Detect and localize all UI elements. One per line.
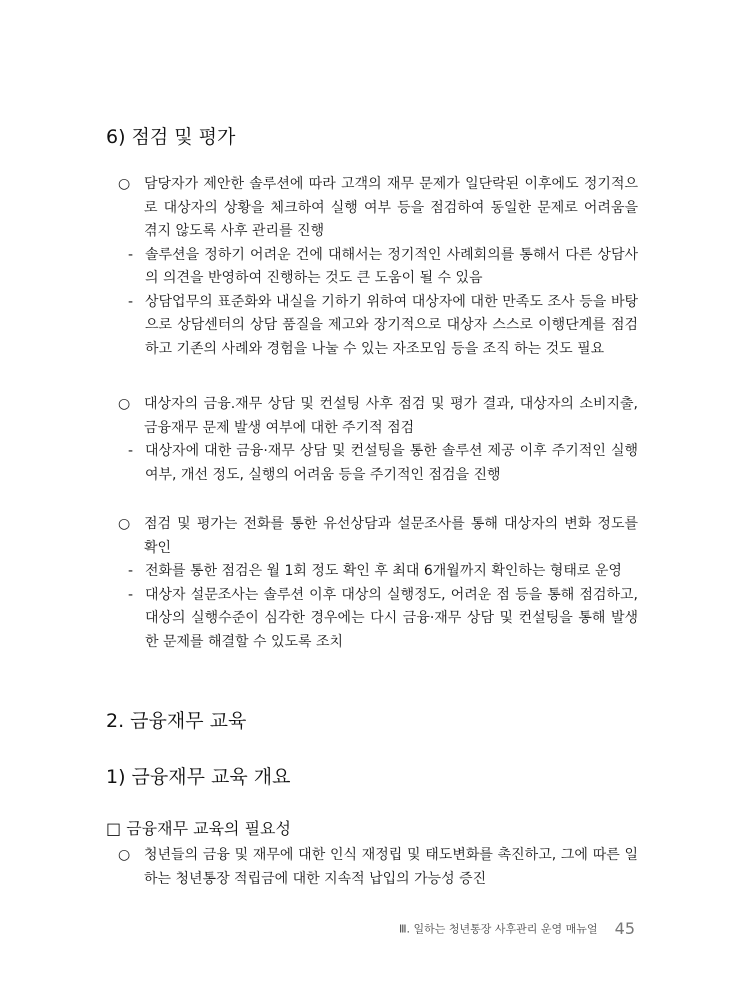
dash-marker: - — [128, 293, 134, 310]
sub-item-text: 상담업무의 표준화와 내실을 기하기 위하여 대상자에 대한 만족도 조사 등을 바탕으로 상담센터의 상담 품질을 제고와 장기적으로 대상자 스스로 이행단계를 점검하고 기존의 사례와 경험을 나눌 수 있는 자조모임 등을 조직 하는 것도 필요 — [145, 293, 638, 357]
sub-item-text: 솔루션을 정하기 어려운 건에 대해서는 정기적인 사례회의를 통해서 다른 상담사의 의견을 반영하여 진행하는 것도 큰 도움이 될 수 있음 — [145, 246, 638, 286]
section-2-item-1 — [118, 844, 638, 891]
sub-item-text: 전화를 통한 점검은 월 1회 정도 확인 후 최대 6개월까지 확인하는 형태로 운영 — [145, 563, 622, 579]
page-footer — [399, 918, 635, 938]
dash-marker: - — [128, 443, 134, 459]
sub-item-text: 대상자에 대한 금융·재무 상담 및 컨설팅을 통한 솔루션 제공 이후 주기적인 실행 여부, 개선 정도, 실행의 어려움 등을 주기적인 점검을 진행 — [145, 443, 638, 483]
section-6-item-2 — [118, 393, 638, 487]
circle-bullet-icon: ○ — [118, 176, 131, 192]
section-2-heading: 2. 금융재무 교육 — [106, 710, 247, 732]
section-2-1-heading: 1) 금융재무 교육 개요 — [106, 766, 291, 788]
item-text: 청년들의 금융 및 재무에 대한 인식 재정립 및 태도변화를 촉진하고, 그에 따른 일하는 청년통장 적립금에 대한 지속적 납입의 가능성 증진 — [144, 847, 638, 887]
dash-marker: - — [128, 563, 134, 579]
item-text: 점검 및 평가는 전화를 통한 유선상담과 설문조사를 통해 대상자의 변화 정도를 확인 — [144, 516, 638, 556]
sub-item-text: 대상자 설문조사는 솔루션 이후 대상의 실행정도, 어려운 점 등을 통해 점검하고, 대상의 실행수준이 심각한 경우에는 다시 금융·재무 상담 및 컨설팅을 통해 발생한 문제를 해결할 수 있도록 조치 — [145, 586, 638, 650]
footer-title: Ⅲ. 일하는 청년통장 사후관리 운영 매뉴얼 — [398, 922, 598, 936]
circle-bullet-icon: ○ — [118, 516, 131, 532]
section-6-item-3 — [118, 513, 638, 654]
circle-bullet-icon: ○ — [118, 847, 131, 863]
item-text: 담당자가 제안한 솔루션에 따라 고객의 재무 문제가 일단락된 이후에도 정기적으로 대상자의 상황을 체크하여 실행 여부 등을 점검하여 동일한 문제로 어려움을 겪지 않도록 사후 관리를 진행 — [144, 176, 638, 239]
section-6-heading: 6) 점검 및 평가 — [106, 126, 236, 148]
item-text: 대상자의 금융.재무 상담 및 컨설팅 사후 점검 및 평가 결과, 대상자의 소비지출, 금융재무 문제 발생 여부에 대한 주기적 점검 — [144, 396, 638, 436]
box-heading: □ 금융재무 교육의 필요성 — [106, 819, 291, 838]
dash-marker: - — [128, 586, 134, 603]
circle-bullet-icon: ○ — [118, 396, 131, 412]
dash-marker: - — [128, 246, 134, 263]
section-6-item-1 — [118, 173, 638, 361]
page-number: 45 — [614, 919, 635, 938]
